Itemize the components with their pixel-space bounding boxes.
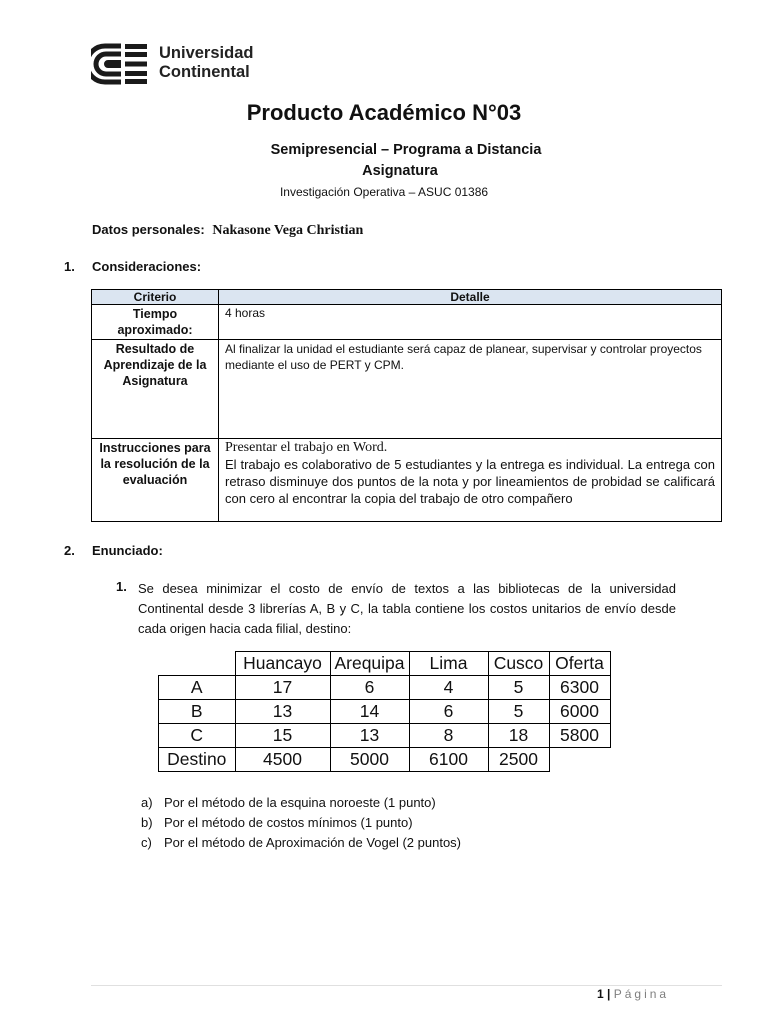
origin-label: B [159, 700, 236, 724]
header-oferta: Oferta [549, 652, 610, 676]
option-letter: c) [141, 835, 152, 850]
cost-cell: 5 [488, 700, 549, 724]
page-footer [597, 987, 669, 1001]
cost-cell: 5 [488, 676, 549, 700]
header-criterio: Criterio [92, 290, 219, 305]
logo-text [159, 44, 253, 82]
origin-label: A [159, 676, 236, 700]
section-2-number: 2. [64, 543, 75, 558]
option-text: Por el método de Aproximación de Vogel (2 puntos) [164, 835, 462, 850]
program-subtitle: Semipresencial – Programa a Distancia [270, 142, 542, 158]
detalle-cell: Al finalizar la unidad el estudiante será capaz de planear, supervisar y controlar proyectos mediante el uso de PERT y CPM. [219, 340, 722, 439]
table-row [159, 724, 611, 748]
table-row [92, 340, 722, 439]
cost-table [158, 651, 611, 772]
criterio-cell: Resultado de Aprendizaje de la Asignatura [92, 340, 219, 439]
instruction-line-1: Presentar el trabajo en Word. [225, 440, 388, 455]
blank-corner [159, 652, 236, 676]
table-row [159, 676, 611, 700]
cost-table-header [159, 652, 611, 676]
options-list [141, 793, 461, 853]
supply-cell: 6000 [549, 700, 610, 724]
table-row [92, 439, 722, 522]
logo-line-2: Continental [159, 63, 250, 81]
criteria-table [91, 289, 722, 522]
page-label: Página [613, 987, 670, 1001]
demand-cell: 2500 [488, 748, 549, 772]
cost-cell: 18 [488, 724, 549, 748]
criterio-cell: Tiempo aproximado: [92, 305, 219, 340]
cost-cell: 6 [330, 676, 409, 700]
student-name: Nakasone Vega Christian [212, 223, 364, 238]
option-letter: b) [141, 815, 153, 830]
header-detalle: Detalle [219, 290, 722, 305]
detalle-cell [219, 439, 722, 522]
cost-cell: 14 [330, 700, 409, 724]
header-huancayo: Huancayo [235, 652, 330, 676]
continental-logo-icon [91, 42, 153, 86]
list-item [141, 813, 461, 833]
origin-label: C [159, 724, 236, 748]
detalle-cell: 4 horas [219, 305, 722, 340]
instruction-line-2: El trabajo es colaborativo de 5 estudiantes y la entrega es individual. La entrega con retraso disminuye dos puntos de la nota y por lineamientos de probidad se calificará con cero al encontrar la copia del trabajo de otro compañero [225, 457, 715, 506]
header-lima: Lima [409, 652, 488, 676]
demand-cell: 6100 [409, 748, 488, 772]
supply-cell: 5800 [549, 724, 610, 748]
footer-divider [91, 985, 722, 986]
criteria-table-header [92, 290, 722, 305]
option-text: Por el método de la esquina noroeste (1 punto) [164, 795, 436, 810]
demand-label: Destino [159, 748, 236, 772]
criterio-cell: Instrucciones para la resolución de la evaluación [92, 439, 219, 522]
question-number: 1. [116, 579, 127, 594]
personal-data [92, 222, 363, 239]
cost-cell: 15 [235, 724, 330, 748]
list-item [141, 833, 461, 853]
cost-cell: 13 [235, 700, 330, 724]
section-1-number: 1. [64, 259, 75, 274]
demand-row [159, 748, 611, 772]
section-1-heading [64, 259, 202, 274]
cost-cell: 6 [409, 700, 488, 724]
option-text: Por el método de costos mínimos (1 punto) [164, 815, 413, 830]
table-row [92, 305, 722, 340]
list-item [141, 793, 461, 813]
demand-cell: 4500 [235, 748, 330, 772]
logo-line-1: Universidad [159, 44, 254, 62]
page-number: 1 [597, 987, 604, 1001]
document-title: Producto Académico N°03 [246, 100, 522, 125]
cost-cell: 4 [409, 676, 488, 700]
section-1-title: Consideraciones: [92, 259, 202, 274]
cost-cell: 17 [235, 676, 330, 700]
option-letter: a) [141, 795, 153, 810]
section-2-heading [64, 543, 163, 558]
header-arequipa: Arequipa [330, 652, 409, 676]
supply-cell: 6300 [549, 676, 610, 700]
table-row [159, 700, 611, 724]
cost-cell: 8 [409, 724, 488, 748]
cost-cell: 13 [330, 724, 409, 748]
subject-label: Asignatura [362, 163, 438, 179]
personal-data-label: Datos personales: [92, 222, 205, 237]
section-2-title: Enunciado: [92, 543, 163, 558]
header-cusco: Cusco [488, 652, 549, 676]
university-logo [91, 42, 261, 86]
page-separator: | [607, 987, 611, 1001]
demand-cell: 5000 [330, 748, 409, 772]
blank-corner [549, 748, 610, 772]
question-text: Se desea minimizar el costo de envío de textos a las bibliotecas de la universidad Continental desde 3 librerías A, B y C, la tabla contiene los costos unitarios de envío desde cada origen hacia cada filial, destino: [138, 581, 676, 636]
course-name: Investigación Operativa – ASUC 01386 [279, 185, 489, 199]
